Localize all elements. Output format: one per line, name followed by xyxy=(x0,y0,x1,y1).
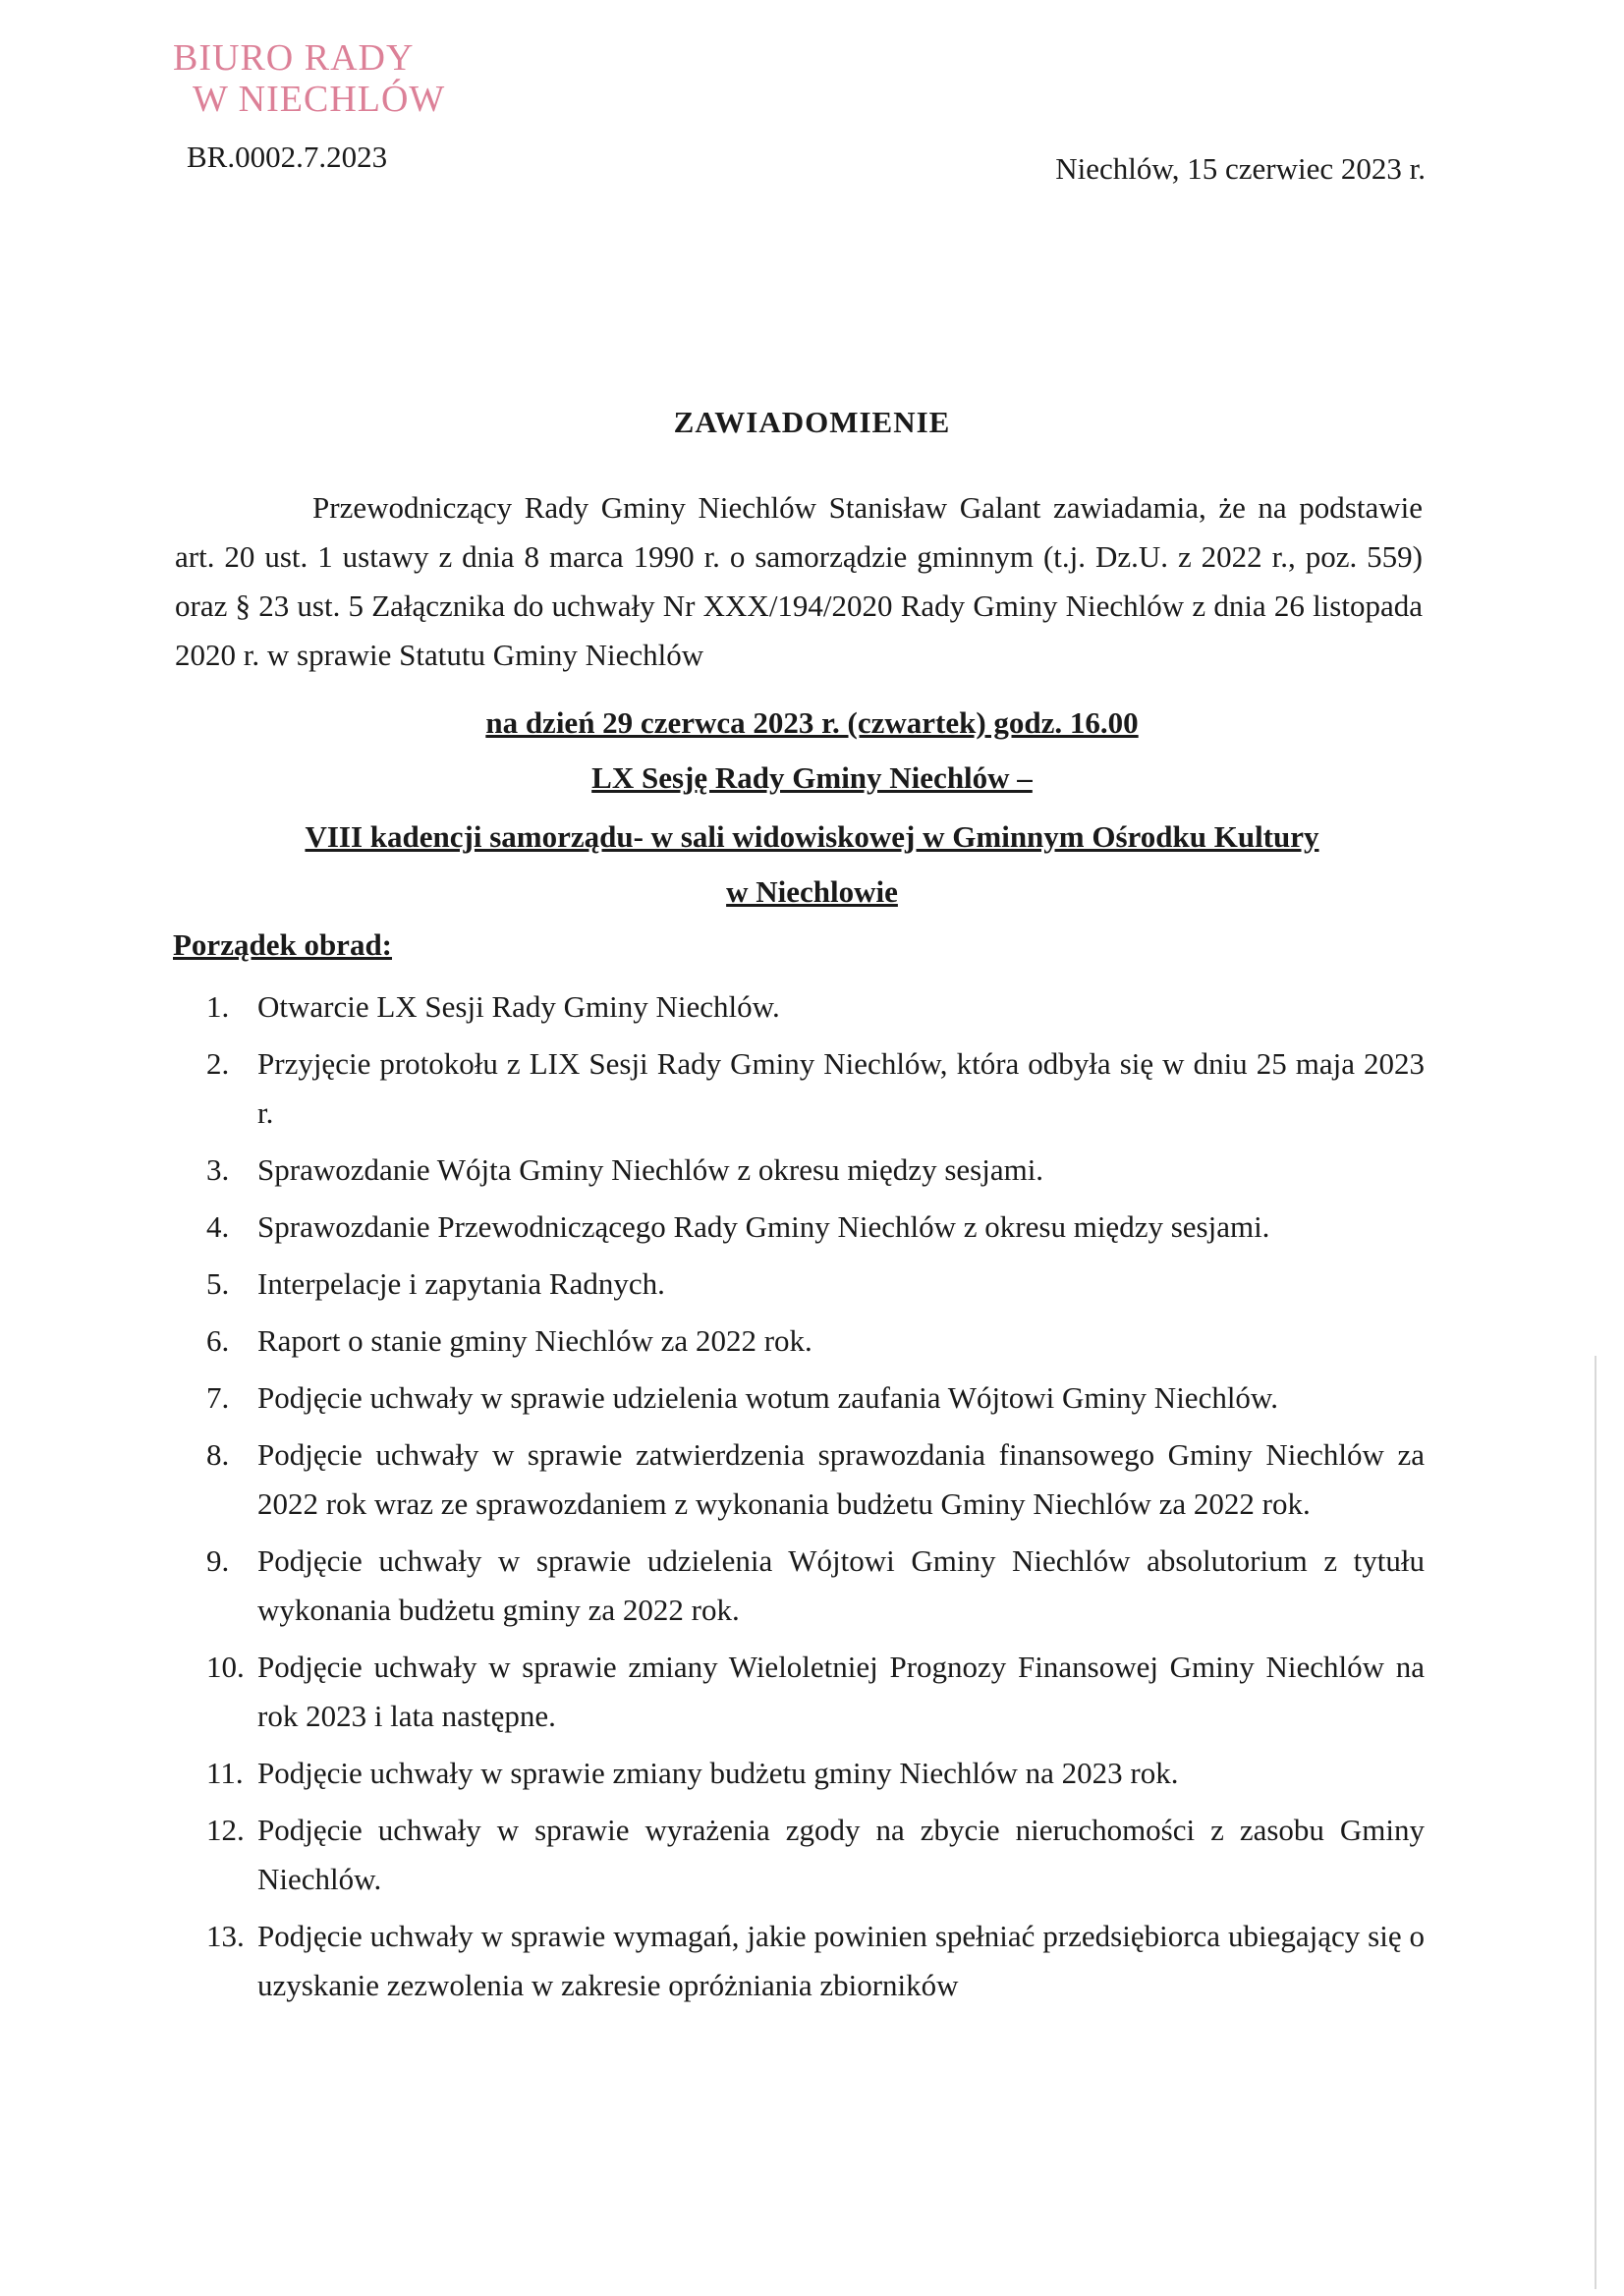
stamp-line-2: W NIECHLÓW xyxy=(193,79,446,120)
agenda-item-number: 6. xyxy=(206,1323,230,1358)
agenda-item-text: Przyjęcie protokołu z LIX Sesji Rady Gminy Niechlów, która odbyła się w dniu 25 maja 2023 r. xyxy=(257,1046,1425,1130)
agenda-item-text: Sprawozdanie Wójta Gminy Niechlów z okresu między sesjami. xyxy=(257,1152,1044,1187)
agenda-item-number: 4. xyxy=(206,1209,230,1244)
agenda-item-text: Podjęcie uchwały w sprawie zatwierdzenia sprawozdania finansowego Gminy Niechlów za 2022 rok wraz ze sprawozdaniem z wykonania budżetu Gminy Niechlów za 2022 rok. xyxy=(257,1437,1425,1521)
agenda-item xyxy=(206,1537,1425,1635)
agenda-item xyxy=(206,1316,1425,1366)
agenda-item-text: Raport o stanie gminy Niechlów za 2022 rok. xyxy=(257,1323,812,1358)
agenda-item-text: Otwarcie LX Sesji Rady Gminy Niechlów. xyxy=(257,989,780,1024)
agenda-item-number: 11. xyxy=(206,1756,244,1790)
agenda-item xyxy=(206,1912,1425,2010)
intro-paragraph xyxy=(175,483,1423,680)
agenda-item-text: Podjęcie uchwały w sprawie zmiany budżetu gminy Niechlów na 2023 rok. xyxy=(257,1756,1179,1790)
agenda-item xyxy=(206,1373,1425,1423)
session-title-line: LX Sesję Rady Gminy Niechlów – xyxy=(591,760,1033,795)
agenda-item xyxy=(206,1146,1425,1195)
agenda-item-number: 7. xyxy=(206,1380,230,1415)
session-venue-line: VIII kadencji samorządu- w sali widowiskowej w Gminnym Ośrodku Kultury xyxy=(305,819,1319,854)
reference-number: BR.0002.7.2023 xyxy=(187,140,388,174)
agenda-item-number: 1. xyxy=(206,989,230,1024)
agenda-item-number: 2. xyxy=(206,1046,230,1081)
agenda-item-text: Podjęcie uchwały w sprawie zmiany Wieloletniej Prognozy Finansowej Gminy Niechlów na rok 2023 i lata następne. xyxy=(257,1650,1425,1733)
stamp-line-1: BIURO RADY xyxy=(173,37,415,79)
agenda-item xyxy=(206,1039,1425,1138)
agenda-item xyxy=(206,1203,1425,1252)
office-stamp xyxy=(173,37,445,120)
agenda-item xyxy=(206,1749,1425,1798)
place-and-date: Niechlów, 15 czerwiec 2023 r. xyxy=(1055,151,1426,186)
agenda-item-text: Podjęcie uchwały w sprawie wymagań, jakie powinien spełniać przedsiębiorca ubiegający się o uzyskanie zezwolenia w zakresie opróżniania zbiorników xyxy=(257,1919,1425,2002)
agenda-item-number: 3. xyxy=(206,1152,230,1187)
agenda-item-number: 8. xyxy=(206,1437,230,1472)
session-date-line: na dzień 29 czerwca 2023 r. (czwartek) godz. 16.00 xyxy=(485,705,1139,740)
agenda-item xyxy=(206,1643,1425,1741)
agenda-item xyxy=(206,1430,1425,1529)
agenda-item-number: 9. xyxy=(206,1543,230,1578)
session-town-line: w Niechlowie xyxy=(726,874,898,909)
document-title: ZAWIADOMIENIE xyxy=(673,405,951,439)
intro-text: Przewodniczący Rady Gminy Niechlów Stanisław Galant zawiadamia, że na podstawie art. 20 ust. 1 ustawy z dnia 8 marca 1990 r. o samorządzie gminnym (t.j. Dz.U. z 2022 r., poz. 559) oraz § 23 ust. 5 Załącznika do uchwały Nr XXX/194/2020 Rady Gminy Niechlów z dnia 26 listopada 2020 r. w sprawie Statutu Gminy Niechlów xyxy=(175,490,1423,672)
scan-edge-line xyxy=(1595,1356,1596,2289)
agenda-heading: Porządek obrad: xyxy=(173,927,393,962)
agenda-item-number: 10. xyxy=(206,1650,245,1684)
agenda-item xyxy=(206,982,1425,1032)
agenda-item-text: Podjęcie uchwały w sprawie udzielenia wotum zaufania Wójtowi Gminy Niechlów. xyxy=(257,1380,1279,1415)
agenda-item-number: 13. xyxy=(206,1919,245,1953)
agenda-list xyxy=(206,982,1425,2018)
agenda-item xyxy=(206,1806,1425,1904)
agenda-item-text: Podjęcie uchwały w sprawie wyrażenia zgody na zbycie nieruchomości z zasobu Gminy Niechlów. xyxy=(257,1813,1425,1896)
agenda-item-number: 5. xyxy=(206,1266,230,1301)
agenda-item-text: Interpelacje i zapytania Radnych. xyxy=(257,1266,665,1301)
agenda-item-text: Sprawozdanie Przewodniczącego Rady Gminy Niechlów z okresu między sesjami. xyxy=(257,1209,1270,1244)
agenda-item-number: 12. xyxy=(206,1813,245,1847)
agenda-item xyxy=(206,1260,1425,1309)
agenda-item-text: Podjęcie uchwały w sprawie udzielenia Wójtowi Gminy Niechlów absolutorium z tytułu wykonania budżetu gminy za 2022 rok. xyxy=(257,1543,1425,1627)
